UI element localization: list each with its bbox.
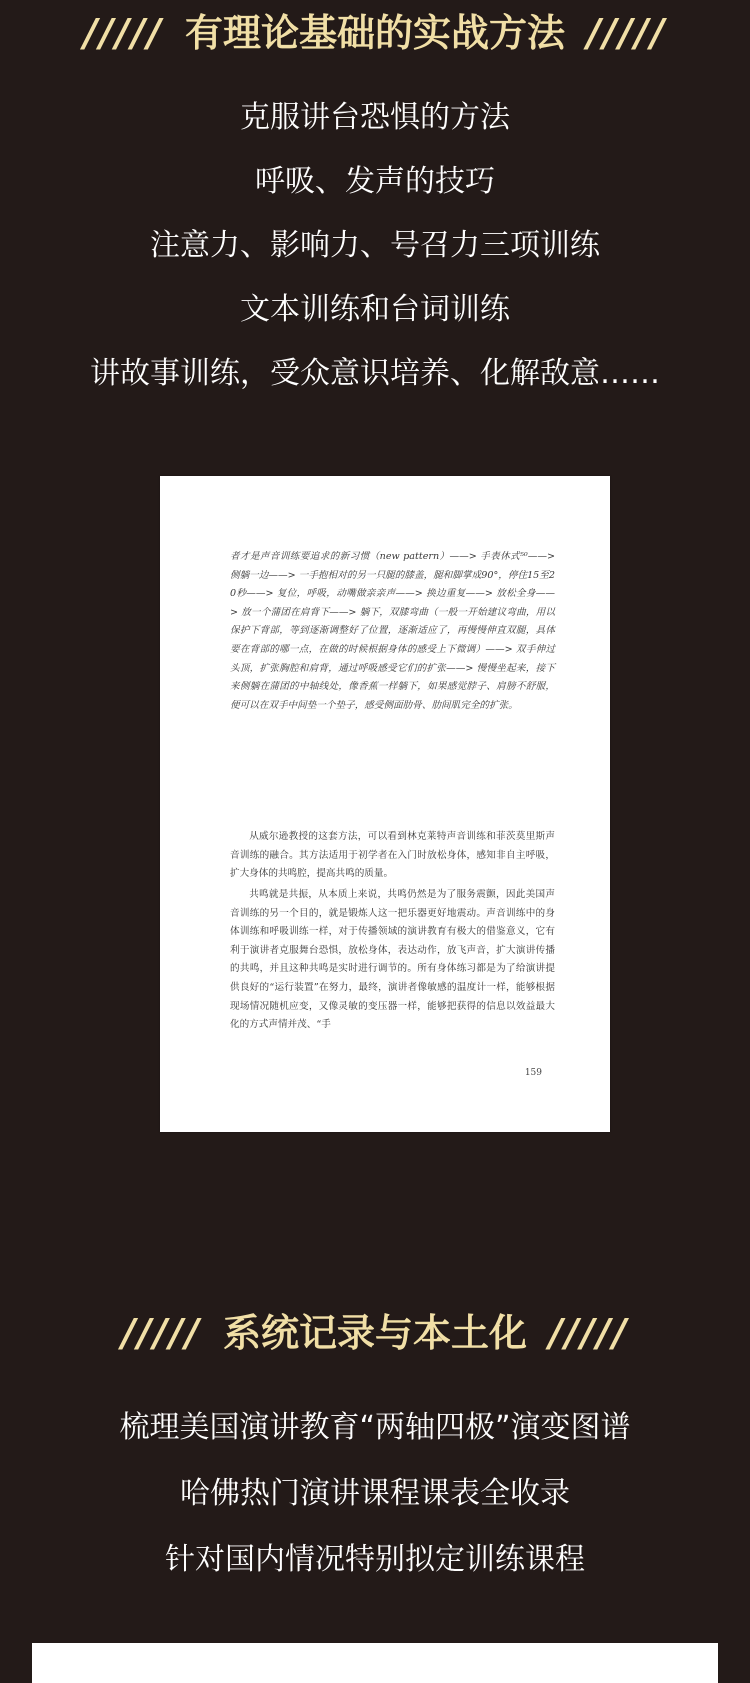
feature-line: 讲故事训练，受众意识培养、化解敌意…… [90,356,660,391]
slash-decoration-left: ///// [121,1311,201,1355]
slash-decoration-right: ///// [587,11,667,55]
page-number: 159 [524,1068,542,1078]
feature-line: 文本训练和台词训练 [240,292,510,327]
feature-line: 克服讲台恐惧的方法 [240,100,510,135]
section-title: 系统记录与本土化 [222,1311,527,1355]
feature-line: 哈佛热门演讲课程课表全收录 [180,1476,570,1511]
next-content-card [32,1643,718,1683]
paragraph-text: 共鸣就是共振，从本质上来说，共鸣仍然是为了服务震颤，因此美国声音训练的另一个目的，就是锻炼人这一把乐器更好地震动。声音训练中的身体训练和呼吸训练一样，对于传播领域的演讲教育有极大的借鉴意义，它有利于演讲者克服舞台恐惧，放松身体，表达动作，放飞声音，扩大演讲传播的共鸣，并且这种共鸣是实时进行调节的。所有身体练习都是为了给演讲提供良好的“运行装置”在努力，最终，演讲者像敏感的温度计一样，能够根据现场情况随机应变，又像灵敏的变压器一样，能够把获得的信息以效益最大化的方式声情并茂、“手 [230,889,555,1031]
section-title: 有理论基础的实战方法 [184,11,565,55]
page-exercise-steps: 者才是声音训练要追求的新习惯（new pattern）——> 手表休式⁵⁰——> 侧躺一边——> 一手抱相对的另一只腿的膝盖，腿和脚掌成90°，停住15至20秒——> 复位，呼吸，动嘴做亲亲声——> 换边重复——> 放松全身——> 放一个蒲团在肩背下——> 躺下，双膝弯曲（一般一开始建议弯曲，用以保护下背部，等到逐渐调整好了位置，逐渐适应了，再慢慢伸直双腿，具体要在背部的哪一点，在做的时候根据身体的感受上下微调）——> 双手伸过头顶，扩张胸腔和肩背，通过呼吸感受它们的扩张——> 慢慢坐起来，接下来侧躺在蒲团的中轴线处，像香蕉一样躺下，如果感觉脖子、肩膀不舒服，便可以在双手中间垫一个垫子，感受侧面肋骨、肋间肌完全的扩张。 [230,551,555,711]
feature-line: 注意力、影响力、号召力三项训练 [150,228,600,263]
page-paragraph [230,886,555,1035]
slash-decoration-right: ///// [549,1311,629,1355]
book-page-sample [160,476,610,1132]
feature-line: 梳理美国演讲教育“两轴四极”演变图谱 [119,1410,631,1445]
section-heading-localization [0,1308,750,1358]
paragraph-text: 从威尔逊教授的这套方法，可以看到林克莱特声音训练和菲茨莫里斯声音训练的融合。其方法适用于初学者在入门时放松身体，感知非自主呼吸，扩大身体的共鸣腔，提高共鸣的质量。 [230,831,555,880]
feature-line: 呼吸、发声的技巧 [255,164,495,199]
feature-line: 针对国内情况特别拟定训练课程 [165,1542,585,1577]
page-paragraph [230,828,555,884]
section-heading-methods [0,8,750,58]
slash-decoration-left: ///// [83,11,163,55]
